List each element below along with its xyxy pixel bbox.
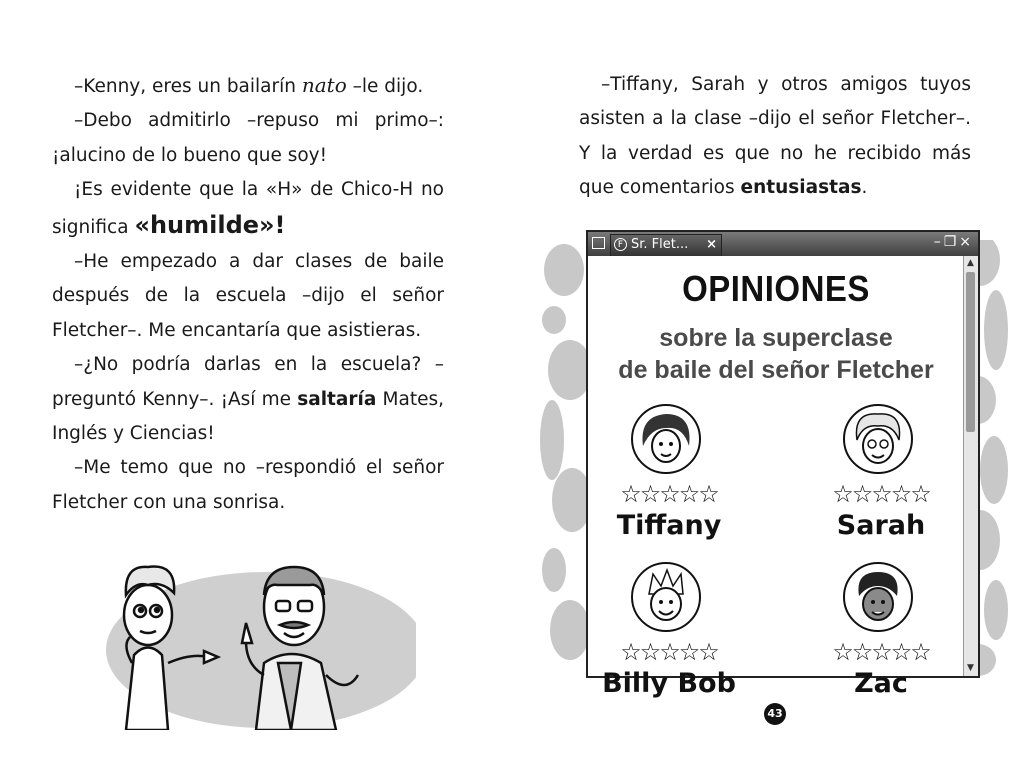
paragraph: –Kenny, eres un bailarín nato –le dijo.: [74, 73, 424, 97]
star-rating: ☆☆☆☆☆: [832, 638, 930, 666]
paragraph: –Tiffany, Sarah y otros amigos tuyos asisten a la clase –dijo el señor Fletcher–. Y la verdad es que no he recibido más que comentarios entusiastas.: [579, 74, 971, 199]
scroll-down-arrow[interactable]: ▼: [967, 663, 974, 673]
avatar-billy-bob-icon: [631, 562, 701, 632]
illustration-kenny-and-fletcher: [96, 545, 416, 730]
scroll-up-arrow[interactable]: ▲: [967, 258, 974, 268]
title-bar: [588, 232, 978, 256]
star-rating: ☆☆☆☆☆: [832, 480, 930, 508]
browser-window: [586, 230, 980, 699]
emphasis: «humilde»!: [134, 210, 286, 239]
right-page-text: [579, 68, 971, 206]
reviewer-name: Tiffany: [616, 510, 722, 541]
reviews-subtitle-2: de baile del señor Fletcher: [618, 356, 934, 384]
paragraph: –Me temo que no –respondió el señor Fletcher con una sonrisa.: [52, 457, 444, 513]
reviewer-name: Zac: [854, 668, 908, 699]
paragraph: –Debo admitirlo –repuso mi primo–: ¡alucino de lo bueno que soy!: [52, 110, 444, 166]
avatar-sarah-icon: [843, 404, 913, 474]
reviewer-name: Billy Bob: [602, 668, 736, 699]
window-controls[interactable]: –❐×: [933, 234, 974, 250]
tab-title: Sr. Flet...: [631, 237, 689, 252]
reviewer-name: Sarah: [836, 510, 926, 541]
emphasis: nato: [301, 73, 347, 97]
page-number: 43: [764, 703, 786, 725]
paragraph: ¡Es evidente que la «H» de Chico-H no significa «humilde»!: [52, 179, 444, 239]
page-content: [588, 256, 964, 699]
tab-favicon: F: [614, 238, 627, 251]
reviews-title: OPINIONES: [682, 268, 870, 309]
avatar-tiffany-icon: [631, 404, 701, 474]
paragraph: –¿No podría darlas en la escuela? –preguntó Kenny–. ¡Así me saltaría Mates, Inglés y Ciencias!: [52, 354, 444, 445]
paragraph: –He empezado a dar clases de baile después de la escuela –dijo el señor Fletcher–. Me encantaría que asistieras.: [52, 251, 444, 341]
scrollbar[interactable]: [963, 256, 978, 676]
star-rating: ☆☆☆☆☆: [620, 638, 718, 666]
avatar-zac-icon: [843, 562, 913, 632]
tab-close-button[interactable]: ×: [706, 237, 717, 252]
scroll-thumb[interactable]: [966, 272, 975, 432]
tab-page-icon: [592, 237, 605, 249]
browser-tab[interactable]: [610, 234, 722, 256]
star-rating: ☆☆☆☆☆: [620, 480, 718, 508]
emphasis: entusiastas: [740, 177, 862, 199]
reviews-subtitle-1: sobre la superclase: [659, 324, 893, 352]
emphasis: saltaría: [297, 388, 377, 410]
left-page-text: [52, 68, 444, 520]
